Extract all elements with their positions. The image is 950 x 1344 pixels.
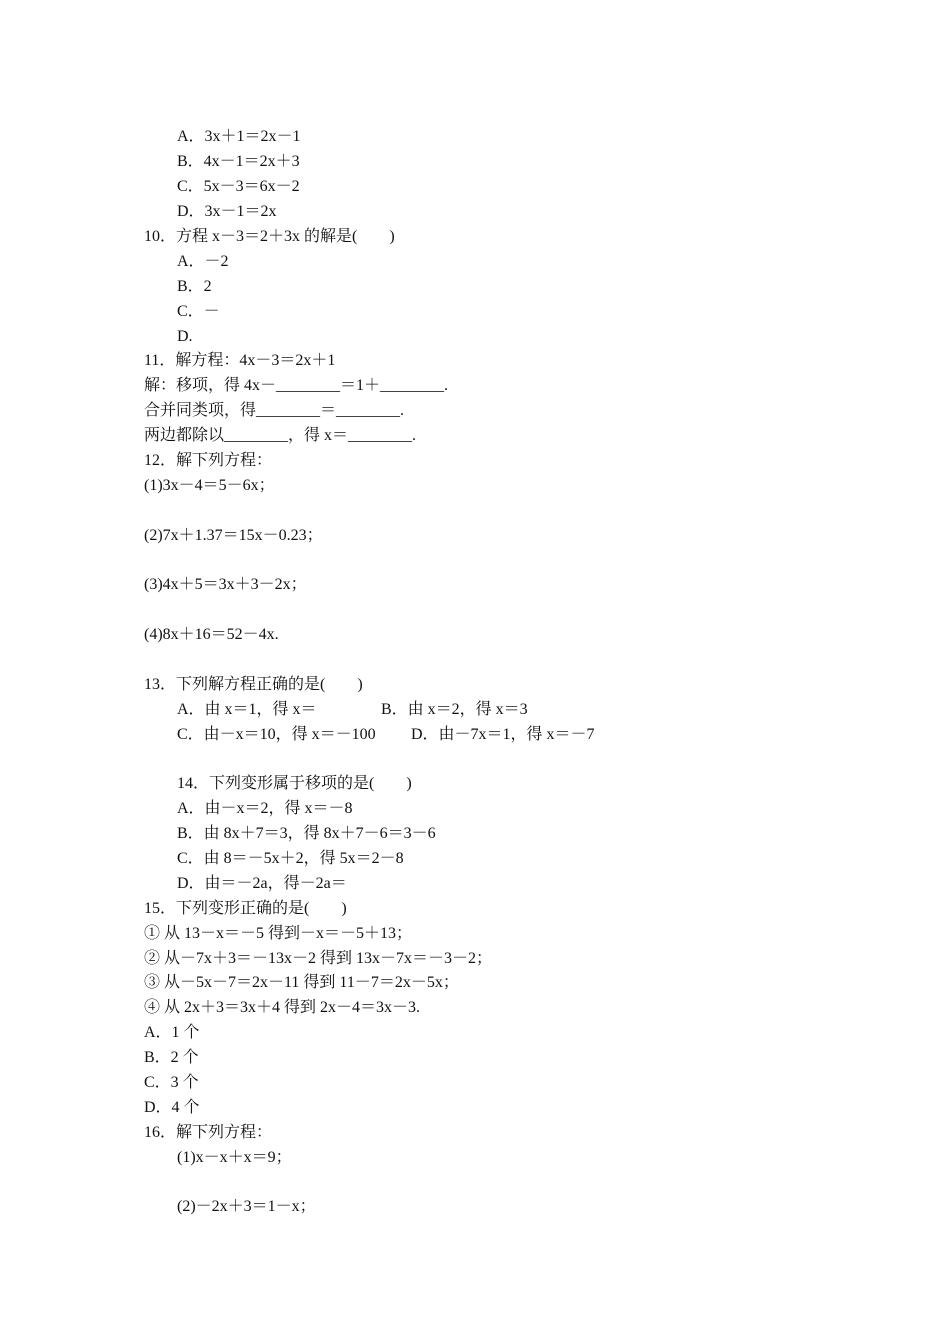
q15-statement-2: ② 从－7x＋3＝－13x－2 得到 13x－7x＝－3－2； bbox=[144, 950, 493, 967]
q10-option-b: B．2 bbox=[177, 278, 212, 295]
q12-part-3: (3)4x＋5＝3x＋3－2x； bbox=[144, 576, 307, 593]
q15-stem: 15．下列变形正确的是( ) bbox=[144, 900, 347, 917]
q14-option-d: D．由＝－2a，得－2a＝ bbox=[177, 875, 347, 892]
q9-option-c: C．5x－3＝6x－2 bbox=[177, 178, 300, 195]
q9-option-a: A．3x＋1＝2x－1 bbox=[177, 128, 301, 145]
q16-part-1: (1)x－x＋x＝9； bbox=[177, 1149, 292, 1166]
q16-stem: 16．解下列方程： bbox=[144, 1124, 273, 1141]
q14-option-b: B．由 8x＋7＝3，得 8x＋7－6＝3－6 bbox=[177, 825, 436, 842]
q16-part-2: (2)－2x＋3＝1－x； bbox=[177, 1198, 316, 1215]
q12-stem: 12．解下列方程： bbox=[144, 452, 273, 469]
q13-option-b: B．由 x＝2，得 x＝3 bbox=[381, 701, 528, 718]
q14-option-c: C．由 8＝－5x＋2，得 5x＝2－8 bbox=[177, 850, 404, 867]
q13-option-c: C．由－x＝10，得 x＝－100 bbox=[177, 726, 376, 743]
q12-part-4: (4)8x＋16＝52－4x. bbox=[144, 626, 279, 643]
q11-step-3: 两边都除以________，得 x＝________. bbox=[144, 427, 417, 444]
q15-statement-3: ③ 从－5x－7＝2x－11 得到 11－7＝2x－5x； bbox=[144, 974, 459, 991]
q11-step-2: 合并同类项，得________＝________. bbox=[144, 402, 405, 419]
q15-statement-4: ④ 从 2x＋3＝3x＋4 得到 2x－4＝3x－3. bbox=[144, 999, 421, 1016]
q15-option-c: C．3 个 bbox=[144, 1074, 199, 1091]
q15-option-b: B．2 个 bbox=[144, 1049, 199, 1066]
q15-option-d: D．4 个 bbox=[144, 1099, 200, 1116]
q13-option-d: D．由－7x＝1，得 x＝－7 bbox=[411, 726, 595, 743]
q15-statement-1: ① 从 13－x＝－5 得到－x＝－5＋13； bbox=[144, 925, 413, 942]
q10-stem: 10．方程 x－3＝2＋3x 的解是( ) bbox=[144, 228, 395, 245]
q14-option-a: A．由－x＝2，得 x＝－8 bbox=[177, 800, 353, 817]
q13-option-a: A．由 x＝1，得 x＝ bbox=[177, 701, 317, 718]
q12-part-2: (2)7x＋1.37＝15x－0.23； bbox=[144, 527, 323, 544]
q10-option-c: C．－ bbox=[177, 303, 220, 320]
q9-option-b: B．4x－1＝2x＋3 bbox=[177, 153, 300, 170]
q12-part-1: (1)3x－4＝5－6x； bbox=[144, 477, 275, 494]
q10-option-d: D. bbox=[177, 328, 193, 345]
q13-stem: 13．下列解方程正确的是( ) bbox=[144, 676, 363, 693]
q11-stem: 11．解方程：4x－3＝2x＋1 bbox=[144, 352, 336, 369]
q15-option-a: A．1 个 bbox=[144, 1024, 200, 1041]
q10-option-a: A．－2 bbox=[177, 253, 229, 270]
q9-option-d: D．3x－1＝2x bbox=[177, 203, 277, 220]
q14-stem: 14．下列变形属于移项的是( ) bbox=[177, 775, 412, 792]
q11-step-1: 解：移项，得 4x－________＝1＋________. bbox=[144, 377, 449, 394]
